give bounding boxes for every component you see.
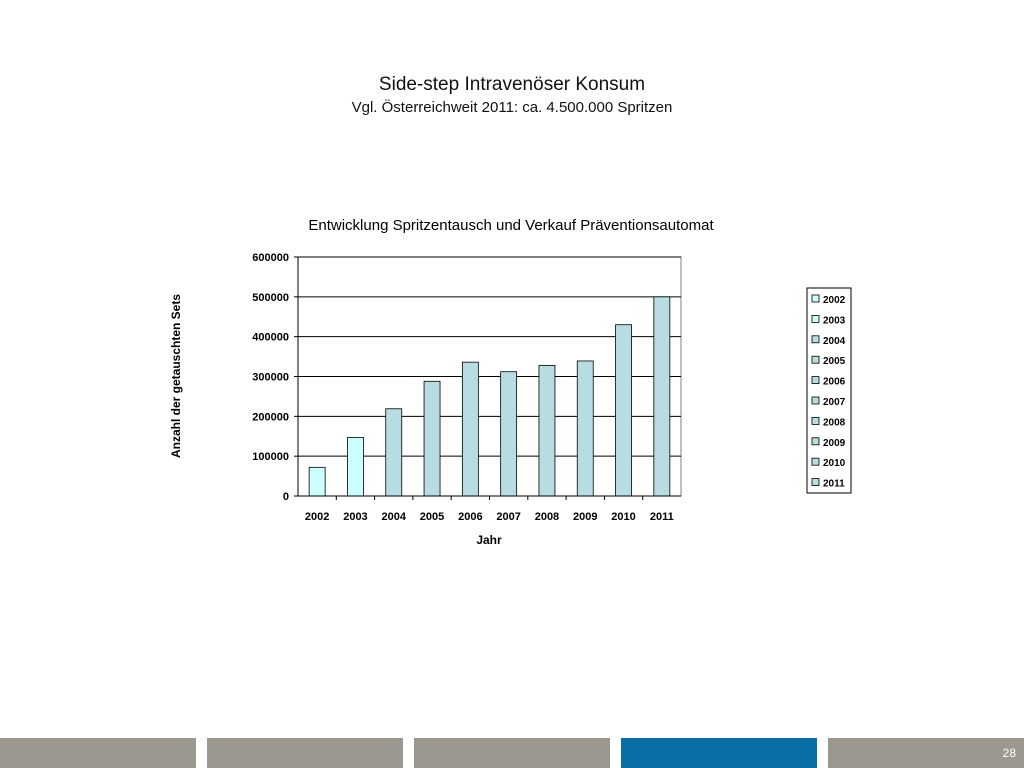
y-tick-label: 600000 xyxy=(252,252,289,264)
legend-label: 2003 xyxy=(823,315,846,327)
slide-subtitle: Vgl. Österreichweit 2011: ca. 4.500.000 Spritzen xyxy=(351,99,673,116)
y-axis-label: Anzahl der getauschten Sets xyxy=(169,293,183,459)
bar-2003 xyxy=(347,437,363,496)
bar-2004 xyxy=(386,409,402,496)
page-number: 28 xyxy=(1002,746,1016,760)
y-tick-label: 0 xyxy=(282,491,289,503)
y-axis-ticks xyxy=(252,252,298,503)
legend-swatch xyxy=(812,336,819,343)
chart-title: Entwicklung Spritzentausch und Verkauf Präventionsautomat xyxy=(308,217,714,234)
legend-swatch xyxy=(812,356,819,363)
x-tick-label: 2002 xyxy=(304,511,330,523)
x-tick-label: 2004 xyxy=(381,511,406,523)
legend-swatch xyxy=(812,479,819,486)
legend-swatch xyxy=(812,417,819,424)
legend-label: 2011 xyxy=(823,478,845,490)
legend-label: 2004 xyxy=(823,335,846,347)
bar-2010 xyxy=(616,325,632,496)
y-tick-label: 200000 xyxy=(252,411,289,424)
legend-label: 2002 xyxy=(823,295,846,306)
bar-2009 xyxy=(577,361,593,496)
legend-label: 2010 xyxy=(823,458,846,470)
y-tick-label: 300000 xyxy=(252,371,289,384)
legend-label: 2008 xyxy=(823,417,846,429)
footer-segment xyxy=(621,738,817,768)
bar-2007 xyxy=(501,372,517,496)
legend-label: 2009 xyxy=(823,437,846,449)
x-tick-label: 2010 xyxy=(611,511,636,523)
footer-segment xyxy=(207,738,403,768)
legend-label: 2005 xyxy=(823,356,846,368)
slide-title: Side-step Intravenöser Konsum xyxy=(378,74,646,95)
x-tick-label: 2009 xyxy=(573,511,598,523)
legend xyxy=(807,288,851,493)
legend-swatch xyxy=(812,438,819,445)
x-tick-label: 2003 xyxy=(343,511,368,523)
y-tick-label: 400000 xyxy=(252,331,289,344)
legend-swatch xyxy=(812,295,819,302)
x-tick-label: 2007 xyxy=(496,511,521,523)
footer-segment xyxy=(414,738,610,768)
x-tick-label: 2005 xyxy=(419,511,445,523)
x-axis-ticks xyxy=(305,496,674,523)
y-tick-label: 100000 xyxy=(252,451,289,464)
bar-2006 xyxy=(462,362,478,496)
x-tick-label: 2006 xyxy=(458,511,483,523)
x-tick-label: 2008 xyxy=(534,511,560,523)
legend-swatch xyxy=(812,315,819,322)
x-axis-label: Jahr xyxy=(476,533,502,547)
legend-swatch xyxy=(812,458,819,465)
legend-label: 2006 xyxy=(823,376,846,388)
legend-swatch xyxy=(812,377,819,384)
bar-2011 xyxy=(654,297,670,496)
bar-2002 xyxy=(309,467,325,496)
x-tick-label: 2011 xyxy=(649,511,674,523)
footer-segment xyxy=(0,738,196,768)
bar-2005 xyxy=(424,381,440,496)
legend-label: 2007 xyxy=(823,397,846,408)
y-tick-label: 500000 xyxy=(252,291,289,304)
legend-swatch xyxy=(812,397,819,404)
bar-2008 xyxy=(539,365,555,496)
